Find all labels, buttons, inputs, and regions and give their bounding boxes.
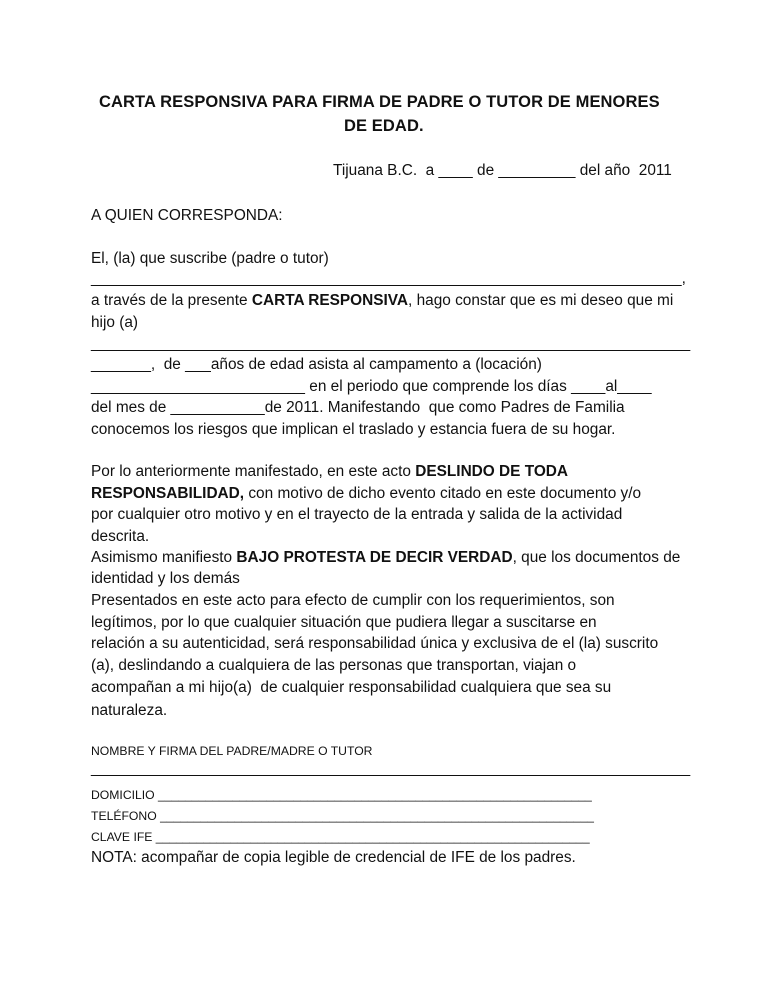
domicilio-field: DOMICILIO ________________________________________________________________ — [91, 788, 592, 802]
parent-name-signature-label: NOMBRE Y FIRMA DEL PADRE/MADRE O TUTOR — [91, 744, 373, 758]
bajo-protesta-bold: BAJO PROTESTA DE DECIR VERDAD — [236, 549, 513, 566]
p2-line: por cualquier otro motivo y en el trayecto de la entrada y salida de la actividad — [91, 506, 623, 523]
deslindo-bold: DESLINDO DE TODA — [415, 463, 569, 480]
p1-line: _______, de ___años de edad asista al campamento a (locación) — [91, 356, 542, 373]
telefono-field: TELÉFONO ________________________________________________________________ — [91, 809, 594, 823]
p2-line: Por lo anteriormente manifestado, en este acto DESLINDO DE TODA — [91, 463, 569, 480]
title-line-1: CARTA RESPONSIVA PARA FIRMA DE PADRE O TUTOR DE MENORES — [99, 93, 660, 111]
p2-line: naturaleza. — [91, 702, 168, 719]
p2-line: relación a su autenticidad, será responsabilidad única y exclusiva de el (la) suscrito — [91, 635, 659, 652]
p1-line: conocemos los riesgos que implican el traslado y estancia fuera de su hogar. — [91, 421, 616, 438]
p1-line: El, (la) que suscribe (padre o tutor) — [91, 250, 329, 267]
parent-name-signature-line: ______________________________________________________________________ — [91, 760, 691, 777]
p2-line: identidad y los demás — [91, 570, 240, 587]
p2-line: RESPONSABILIDAD, con motivo de dicho evento citado en este documento y/o — [91, 485, 642, 502]
note: NOTA: acompañar de copia legible de credencial de IFE de los padres. — [91, 849, 576, 866]
p1-line: hijo (a) — [91, 314, 139, 331]
p2-line: acompañan a mi hijo(a) de cualquier responsabilidad cualquiera que sea su — [91, 679, 612, 696]
p2-line: Asimismo manifiesto BAJO PROTESTA DE DECIR VERDAD, que los documentos de — [91, 549, 681, 566]
p1-line: a través de la presente CARTA RESPONSIVA, hago constar que es mi deseo que mi — [91, 292, 674, 309]
p1-line: del mes de ___________de 2011. Manifestando que como Padres de Familia — [91, 399, 625, 416]
responsabilidad-bold: RESPONSABILIDAD, — [91, 485, 245, 502]
clave-ife-field: CLAVE IFE ________________________________________________________________ — [91, 830, 590, 844]
salutation: A QUIEN CORRESPONDA: — [91, 207, 283, 224]
p2-line: (a), deslindando a cualquiera de las personas que transportan, viajan o — [91, 657, 577, 674]
p2-line: descrita. — [91, 528, 150, 545]
title-line-2: DE EDAD. — [344, 117, 424, 135]
p1-line: _________________________ en el periodo que comprende los días ____al____ — [91, 378, 652, 395]
p2-line: Presentados en este acto para efecto de cumplir con los requerimientos, son — [91, 592, 615, 609]
p1-blank-line: ______________________________________________________________________ — [91, 335, 691, 352]
carta-responsiva-bold: CARTA RESPONSIVA — [251, 292, 409, 309]
p1-blank-line: _____________________________________________________________________, — [91, 270, 686, 287]
p2-line: legítimos, por lo que cualquier situación que pudiera llegar a suscitarse en — [91, 614, 597, 631]
date-line: Tijuana B.C. a ____ de _________ del año 2011 — [333, 162, 672, 179]
